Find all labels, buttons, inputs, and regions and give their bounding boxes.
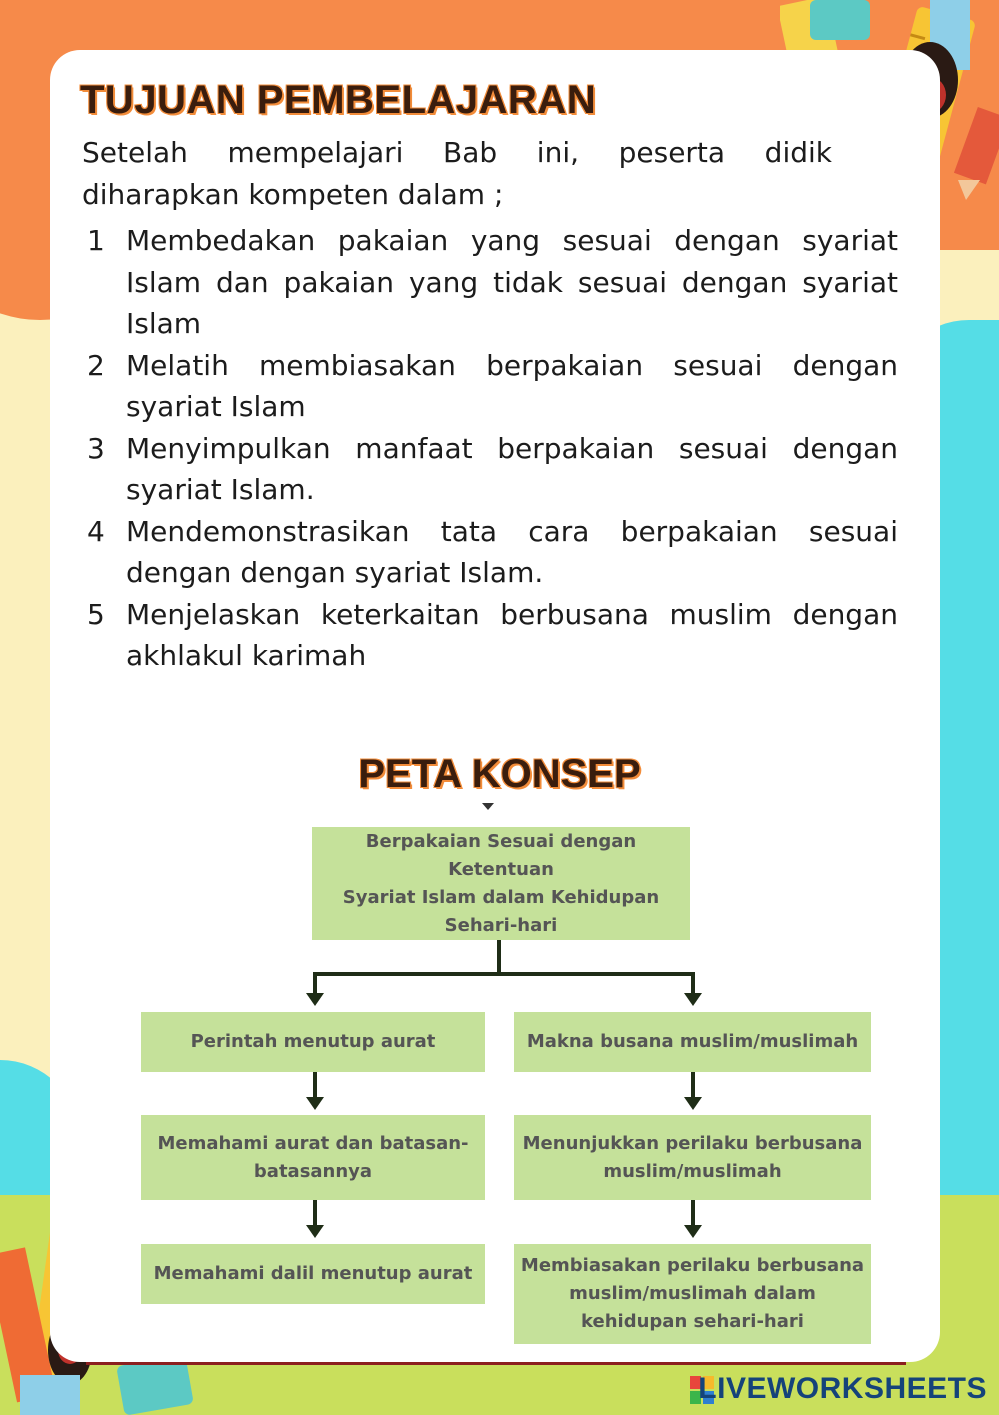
concept-box-text: Memahami aurat dan batasan- bbox=[157, 1132, 469, 1154]
concept-box-text: Perintah menutup aurat bbox=[190, 1031, 436, 1052]
intro-line-1: Setelah mempelajari Bab ini, peserta didik bbox=[82, 136, 832, 169]
arrow-head bbox=[684, 1225, 702, 1238]
concept-root-line: Sehari-hari bbox=[444, 914, 558, 936]
concept-box-text: Membiasakan perilaku berbusana bbox=[520, 1255, 865, 1276]
concept-box-text: muslim/muslimah bbox=[603, 1160, 782, 1182]
concept-map-title: PETA KONSEP bbox=[358, 752, 641, 796]
learning-objectives-title: TUJUAN PEMBELAJARAN bbox=[80, 78, 597, 122]
arrow-head bbox=[684, 1097, 702, 1110]
pencil-red-icon bbox=[954, 107, 999, 200]
connector-right-2-3 bbox=[691, 1200, 695, 1226]
objective-text: Membedakan pakaian yang sesuai dengan syariat Islam dan pakaian yang tidak sesuai dengan syariat Islam bbox=[126, 224, 898, 340]
objective-number: 4 bbox=[87, 514, 105, 548]
objective-text: Mendemonstrasikan tata cara berpakaian sesuai dengan dengan syariat Islam. bbox=[126, 514, 898, 589]
arrow-head bbox=[306, 1225, 324, 1238]
connector-left-down bbox=[313, 972, 317, 994]
objective-number: 1 bbox=[87, 224, 105, 257]
arrow-head bbox=[684, 993, 702, 1006]
connector-root-down bbox=[497, 940, 501, 974]
concept-box-text: Memahami dalil menutup aurat bbox=[153, 1263, 473, 1284]
eraser-icon bbox=[810, 0, 870, 40]
objective-text: Menyimpulkan manfaat berpakaian sesuai dengan syariat Islam. bbox=[126, 431, 898, 506]
concept-right-box-3 bbox=[514, 1244, 871, 1344]
card-bottom-border bbox=[86, 1362, 906, 1365]
intro-line-2: diharapkan kompeten dalam ; bbox=[82, 178, 504, 211]
connector-right-down bbox=[691, 972, 695, 994]
concept-root-box bbox=[312, 827, 690, 940]
connector-left-1-2 bbox=[313, 1072, 317, 1098]
objective-item bbox=[82, 428, 898, 511]
arrow-head bbox=[306, 993, 324, 1006]
concept-box-text: muslim/muslimah dalam bbox=[569, 1283, 816, 1304]
concept-right-box-1 bbox=[514, 1012, 871, 1072]
connector-left-2-3 bbox=[313, 1200, 317, 1226]
objective-number: 3 bbox=[87, 431, 105, 465]
objectives-list bbox=[82, 220, 898, 677]
concept-left-box-2 bbox=[141, 1115, 485, 1200]
concept-box-text: kehidupan sehari-hari bbox=[581, 1311, 804, 1332]
connector-right-1-2 bbox=[691, 1072, 695, 1098]
concept-left-box-3 bbox=[141, 1244, 485, 1304]
concept-right-box-2 bbox=[514, 1115, 871, 1200]
objective-number: 2 bbox=[87, 348, 105, 382]
arrow-head bbox=[306, 1097, 324, 1110]
concept-root-line: Berpakaian Sesuai dengan Ketentuan bbox=[365, 830, 637, 880]
concept-box-text: Menunjukkan perilaku berbusana bbox=[522, 1132, 863, 1154]
objective-item bbox=[82, 220, 898, 345]
objective-item bbox=[82, 345, 898, 428]
objective-text: Menjelaskan keterkaitan berbusana muslim dengan akhlakul karimah bbox=[126, 597, 898, 672]
objective-item bbox=[82, 594, 898, 677]
objective-item bbox=[82, 511, 898, 594]
concept-box-text: batasannya bbox=[253, 1160, 373, 1182]
intro-paragraph bbox=[82, 132, 832, 216]
concept-left-box-1 bbox=[141, 1012, 485, 1072]
concept-box-text: Makna busana muslim/muslimah bbox=[526, 1031, 859, 1052]
liveworksheets-brand[interactable]: LIVEWORKSHEETS bbox=[698, 1372, 987, 1405]
small-triangle-marker bbox=[482, 803, 494, 810]
connector-horizontal bbox=[313, 972, 695, 976]
objective-number: 5 bbox=[87, 597, 105, 631]
concept-root-line: Syariat Islam dalam Kehidupan bbox=[342, 886, 660, 908]
objective-text: Melatih membiasakan berpakaian sesuai dengan syariat Islam bbox=[126, 348, 898, 423]
